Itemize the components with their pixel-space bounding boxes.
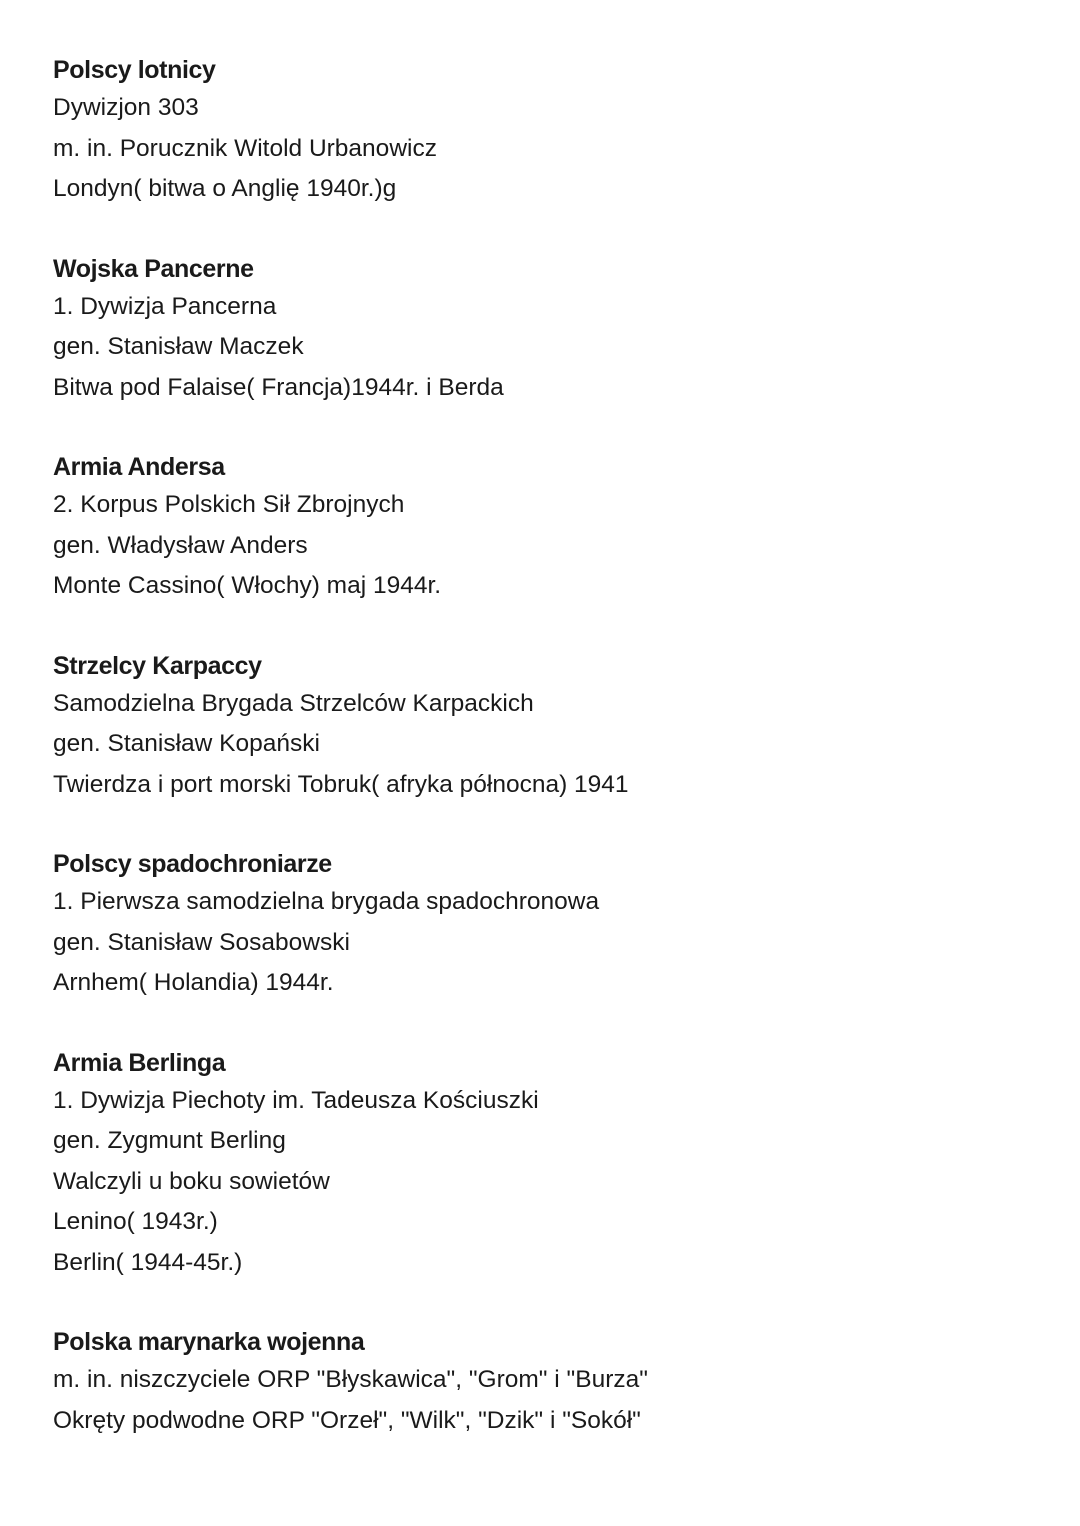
section-line: m. in. Porucznik Witold Urbanowicz	[53, 134, 437, 162]
section-line: Arnhem( Holandia) 1944r.	[53, 969, 334, 996]
section-line: 1. Dywizja Piechoty im. Tadeusza Kościuszki	[53, 1086, 539, 1114]
section-line: Samodzielna Brygada Strzelców Karpackich	[53, 689, 534, 717]
section-polscy-lotnicy	[53, 52, 1080, 210]
section-line: gen. Stanisław Sosabowski	[53, 928, 350, 956]
section-heading: Armia Berlinga	[53, 1048, 226, 1077]
section-line: Okręty podwodne ORP "Orzeł", "Wilk", "Dzik" i "Sokół"	[53, 1406, 641, 1434]
section-heading: Armia Andersa	[53, 453, 225, 481]
section-line: Londyn( bitwa o Anglię 1940r.)g	[53, 175, 397, 202]
section-heading: Polska marynarka wojenna	[53, 1328, 365, 1356]
section-heading: Polscy spadochroniarze	[53, 850, 332, 878]
section-line: gen. Stanisław Kopański	[53, 730, 320, 757]
section-line: Walczyli u boku sowietów	[53, 1167, 330, 1195]
section-armia-berlinga	[53, 1045, 1080, 1284]
section-line: 2. Korpus Polskich Sił Zbrojnych	[53, 491, 405, 518]
section-line: m. in. niszczyciele ORP "Błyskawica", "Grom" i "Burza"	[53, 1366, 648, 1393]
section-line: gen. Stanisław Maczek	[53, 333, 304, 360]
section-armia-andersa	[53, 449, 1080, 607]
section-line: Berlin( 1944-45r.)	[53, 1248, 243, 1276]
section-line: gen. Zygmunt Berling	[53, 1127, 286, 1154]
section-line: 1. Pierwsza samodzielna brygada spadochronowa	[53, 888, 600, 915]
section-polscy-spadochroniarze	[53, 846, 1080, 1004]
section-wojska-pancerne	[53, 251, 1080, 409]
section-heading: Wojska Pancerne	[53, 254, 254, 283]
section-heading: Polscy lotnicy	[53, 56, 216, 84]
section-polska-marynarka-wojenna	[53, 1324, 1080, 1441]
section-line: gen. Władysław Anders	[53, 531, 308, 559]
section-line: Bitwa pod Falaise( Francja)1944r. i Berda	[53, 373, 504, 401]
section-strzelcy-karpaccy	[53, 648, 1080, 806]
section-heading: Strzelcy Karpaccy	[53, 651, 262, 680]
section-line: Twierdza i port morski Tobruk( afryka północna) 1941	[53, 770, 629, 798]
section-line: Monte Cassino( Włochy) maj 1944r.	[53, 572, 442, 599]
section-line: Dywizjon 303	[53, 94, 199, 121]
section-line: Lenino( 1943r.)	[53, 1208, 218, 1235]
section-line: 1. Dywizja Pancerna	[53, 292, 277, 320]
